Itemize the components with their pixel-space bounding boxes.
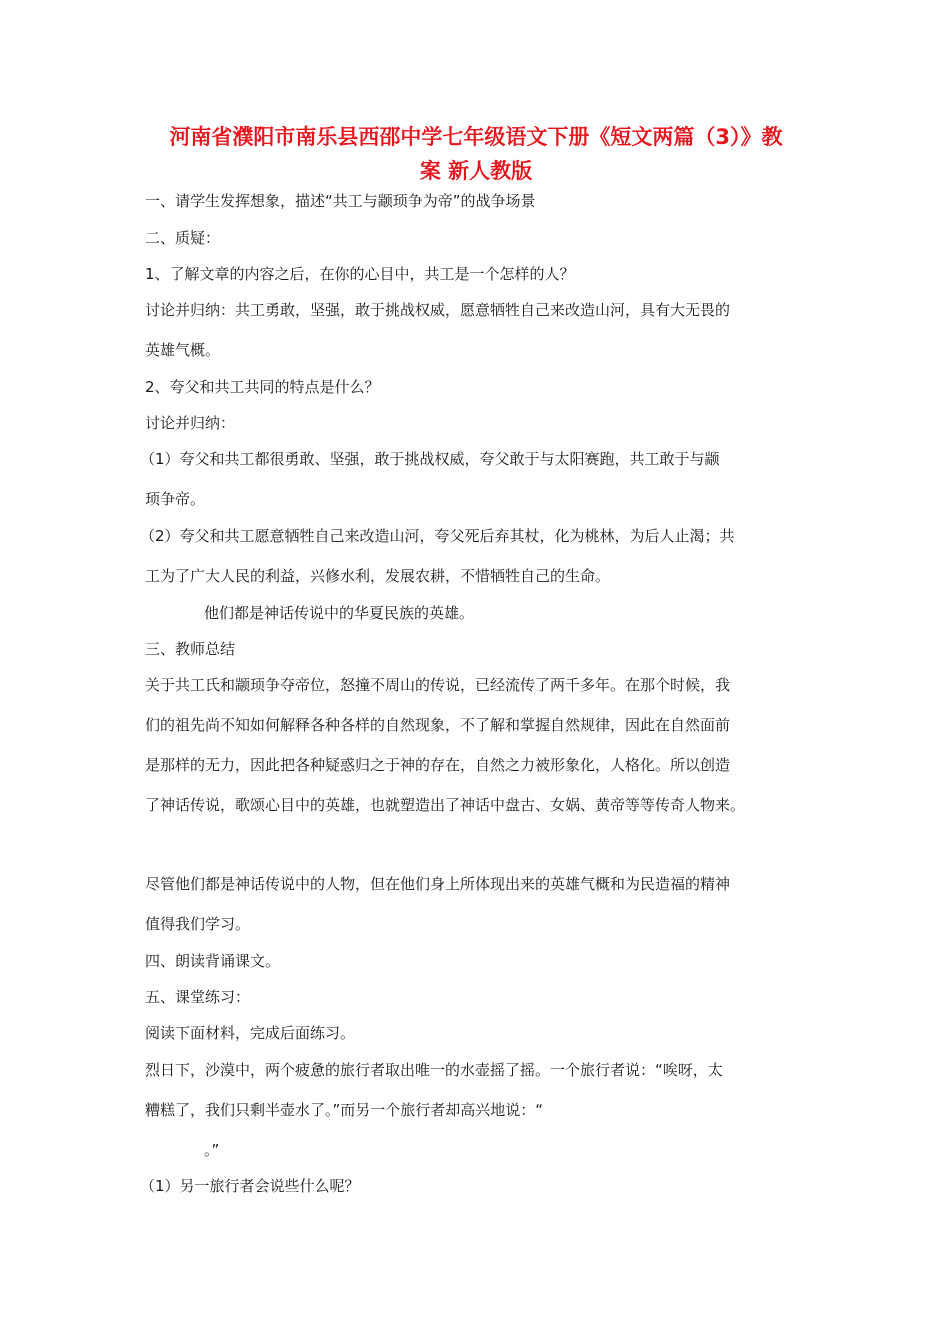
text-line: （1）另一旅行者会说些什么呢？: [140, 1177, 360, 1195]
section-heading: 四、朗读背诵课文。: [145, 952, 281, 970]
text-line: 2、夸父和共工共同的特点是什么？: [145, 378, 380, 396]
text-line: 工为了广大人民的利益，兴修水利，发展农耕，不惜牺牲自己的生命。: [145, 567, 611, 585]
section-heading: 五、课堂练习：: [145, 988, 251, 1006]
text-line: 顼争帝。: [145, 490, 206, 508]
text-line: 英雄气概。: [145, 341, 221, 359]
text-line: 值得我们学习。: [145, 915, 251, 933]
section-heading: 三、教师总结: [145, 640, 236, 658]
text-line: 二、质疑：: [145, 229, 221, 247]
text-line: 了神话传说，歌颂心目中的英雄，也就塑造出了神话中盘古、女娲、黄帝等等传奇人物来。: [145, 796, 746, 814]
text-line: 。”: [204, 1141, 220, 1159]
text-line: 关于共工氏和颛顼争夺帝位，怒撞不周山的传说，已经流传了两千多年。在那个时候，我: [145, 676, 731, 694]
text-line: （2）夸父和共工愿意牺牲自己来改造山河，夸父死后弃其杖，化为桃林，为后人止渴；共: [140, 527, 735, 545]
text-line: 他们都是神话传说中的华夏民族的英雄。: [204, 604, 475, 622]
document-title-line-1: 河南省濮阳市南乐县西邵中学七年级语文下册《短文两篇（3）》教: [169, 125, 783, 149]
text-line: 讨论并归纳：: [145, 414, 236, 432]
text-line: 讨论并归纳：共工勇敢，坚强，敢于挑战权威，愿意牺牲自己来改造山河，具有大无畏的: [145, 301, 731, 319]
text-line: 是那样的无力，因此把各种疑惑归之于神的存在，自然之力被形象化，人格化。所以创造: [145, 756, 731, 774]
text-line: 一、请学生发挥想象，描述“共工与颛顼争为帝”的战争场景: [145, 192, 536, 210]
text-line: 烈日下，沙漠中，两个疲惫的旅行者取出唯一的水壶摇了摇。一个旅行者说：“唉呀，太: [145, 1061, 723, 1079]
text-line: 阅读下面材料，完成后面练习。: [145, 1024, 356, 1042]
text-line: 们的祖先尚不知如何解释各种各样的自然现象，不了解和掌握自然规律，因此在自然面前: [145, 716, 731, 734]
text-line: 糟糕了，我们只剩半壶水了。”而另一个旅行者却高兴地说：“: [145, 1101, 544, 1119]
text-line: 1、了解文章的内容之后，在你的心目中，共工是一个怎样的人？: [145, 265, 575, 283]
text-line: （1）夸父和共工都很勇敢、坚强，敢于挑战权威，夸父敢于与太阳赛跑，共工敢于与颛: [140, 450, 720, 468]
text-line: 尽管他们都是神话传说中的人物，但在他们身上所体现出来的英雄气概和为民造福的精神: [145, 875, 731, 893]
document-title-line-2: 案 新人教版: [419, 159, 533, 183]
